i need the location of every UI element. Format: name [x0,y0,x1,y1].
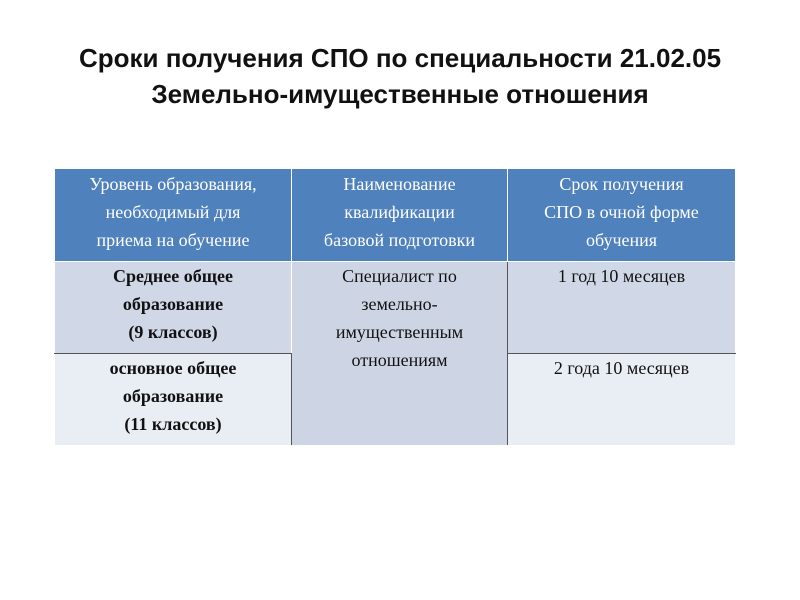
table-row [55,262,736,354]
slide-title [0,40,800,112]
education-level-cell: основное общее образование (11 классов) [55,354,292,446]
title-line-2: Земельно-имущественные отношения [151,79,649,109]
title-line-1: Сроки получения СПО по специальности 21.02.05 [78,43,722,73]
study-term-cell: 1 год 10 месяцев [508,262,736,354]
education-level-cell: Среднее общее образование (9 классов) [55,262,292,354]
header-qualification: Наименование квалификации базовой подготовки [292,169,508,262]
study-term-cell: 2 года 10 месяцев [508,354,736,446]
study-terms-table [54,168,736,446]
header-education-level: Уровень образования, необходимый для приема на обучение [55,169,292,262]
qualification-cell: Специалист по земельно- имущественным отношениям [292,262,508,446]
header-study-term: Срок получения СПО в очной форме обучения [508,169,736,262]
table-header-row [55,169,736,262]
